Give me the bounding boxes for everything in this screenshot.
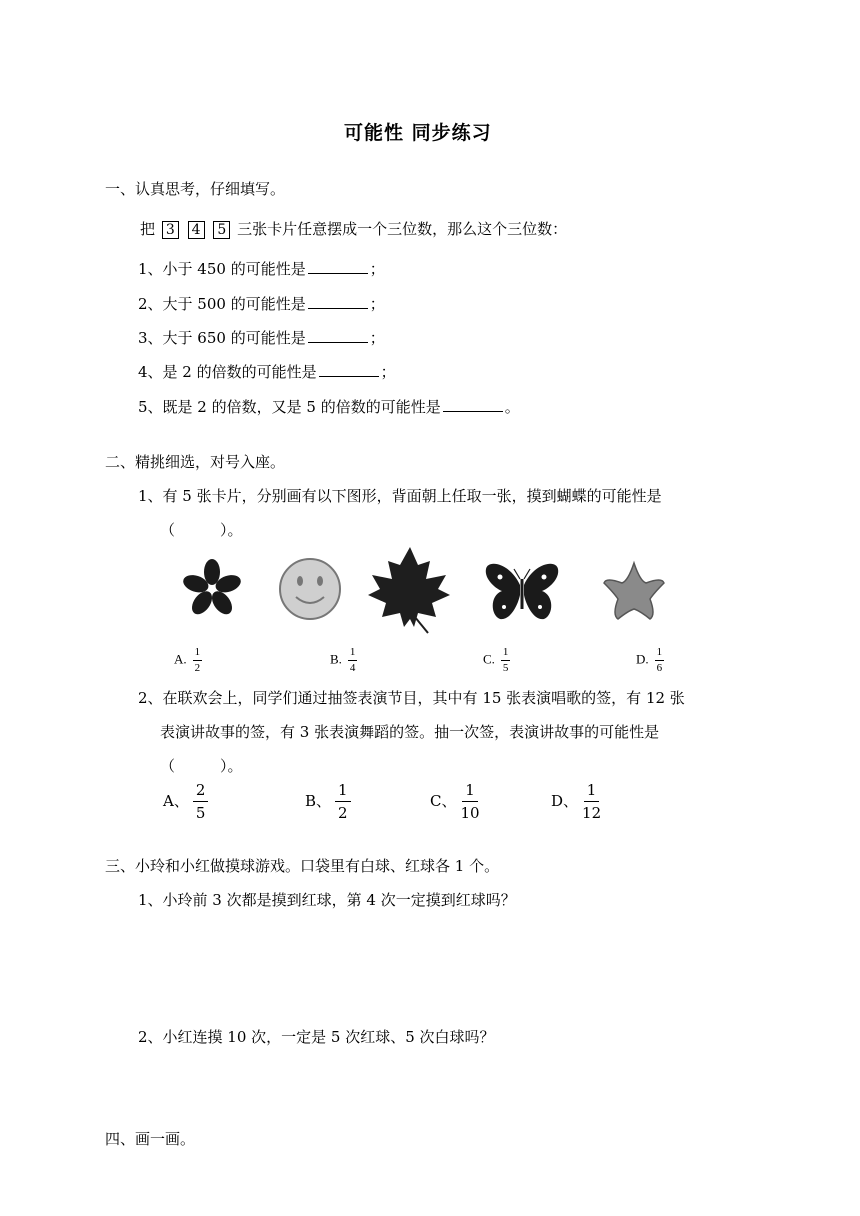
q2-1-line2: （ ）。 [160,521,243,539]
fill-item-text: 3、大于 650 的可能性是 [138,329,306,347]
q3-1: 1、小玲前 3 次都是摸到红球，第 4 次一定摸到红球吗？ [138,891,516,909]
fill-item-text: 2、大于 500 的可能性是 [138,295,306,313]
option-a[interactable] [163,783,208,821]
option-d[interactable] [636,647,664,674]
answer-blank[interactable] [308,258,368,274]
numerator: 1 [335,783,351,802]
option-label: D、 [551,792,579,810]
option-c[interactable] [430,783,480,821]
fill-item-text: 5、既是 2 的倍数，又是 5 的倍数的可能性是 [138,398,441,416]
answer-blank[interactable] [308,293,368,309]
fill-item-end: ； [380,363,396,381]
q3-2: 2、小红连摸 10 次，一定是 5 次红球、5 次白球吗？ [138,1028,495,1046]
numerator: 1 [193,647,203,661]
q2-2-line3: （ ）。 [160,757,243,775]
denominator: 2 [194,662,201,674]
intro-prefix: 把 [140,220,156,238]
q2-2-line1: 2、在联欢会上，同学们通过抽签表演节目，其中有 15 张表演唱歌的签，有 12 张 [138,689,685,707]
figure-row [170,545,690,635]
fraction [193,647,203,674]
maple-leaf-icon [368,547,450,633]
answer-blank[interactable] [443,396,503,412]
number-card: 4 [188,221,205,239]
numerator: 1 [655,647,665,661]
option-b[interactable] [305,783,351,821]
option-c[interactable] [483,647,510,674]
option-label: A、 [163,792,189,810]
page-title: 可能性 同步练习 [344,122,492,144]
option-d[interactable] [551,783,601,821]
fill-item-end: ； [369,295,385,313]
option-label: A. [174,651,187,667]
denominator: 5 [502,662,509,674]
butterfly-icon [486,564,558,619]
fraction [348,647,358,674]
option-label: B、 [305,792,332,810]
q2-2-line2: 表演讲故事的签，有 3 张表演舞蹈的签。抽一次签，表演讲故事的可能性是 [160,723,660,741]
starfish-icon [604,563,664,619]
fill-item-5 [138,396,520,417]
fraction [460,783,479,821]
flower-icon [181,559,243,618]
denominator: 4 [349,662,356,674]
denominator: 5 [195,804,206,822]
number-card: 5 [213,221,230,239]
fill-item-end: ； [369,260,385,278]
denominator: 2 [338,804,348,822]
option-label: B. [330,651,342,667]
option-label: C. [483,651,495,667]
fill-item-end: 。 [504,398,520,416]
fill-item-text: 4、是 2 的倍数的可能性是 [138,363,317,381]
denominator: 10 [460,804,480,822]
fraction [655,647,665,674]
answer-blank[interactable] [308,327,368,343]
denominator: 12 [582,804,602,822]
numerator: 2 [193,783,209,802]
fill-item-end: ； [369,329,385,347]
number-card: 3 [162,221,179,239]
fill-item-3 [138,327,385,348]
fill-item-text: 1、小于 450 的可能性是 [138,260,306,278]
fill-item-2 [138,293,385,314]
option-b[interactable] [330,647,357,674]
fraction [335,783,351,821]
intro-suffix: 三张卡片任意摆成一个三位数，那么这个三位数： [237,220,568,238]
fraction [582,783,601,821]
fill-item-1 [138,258,385,279]
denominator: 6 [656,662,663,674]
numerator: 1 [501,647,511,661]
numerator: 1 [584,783,600,802]
option-a[interactable] [174,647,202,674]
fraction [193,783,209,821]
smiley-face-icon [280,559,340,619]
numerator: 1 [348,647,358,661]
answer-blank[interactable] [319,361,379,377]
fill-item-4 [138,361,396,382]
section-1-heading: 一、认真思考，仔细填写。 [105,180,286,198]
section-2-heading: 二、精挑细选，对号入座。 [105,453,286,471]
section-1-intro [140,218,567,239]
option-label: C、 [430,792,457,810]
numerator: 1 [462,783,478,802]
option-label: D. [636,651,649,667]
fraction [501,647,511,674]
section-3-heading: 三、小玲和小红做摸球游戏。口袋里有白球、红球各 1 个。 [105,857,500,875]
section-4-heading: 四、画一画。 [105,1130,196,1148]
q2-1-line1: 1、有 5 张卡片，分别画有以下图形，背面朝上任取一张，摸到蝴蝶的可能性是 [138,487,662,505]
